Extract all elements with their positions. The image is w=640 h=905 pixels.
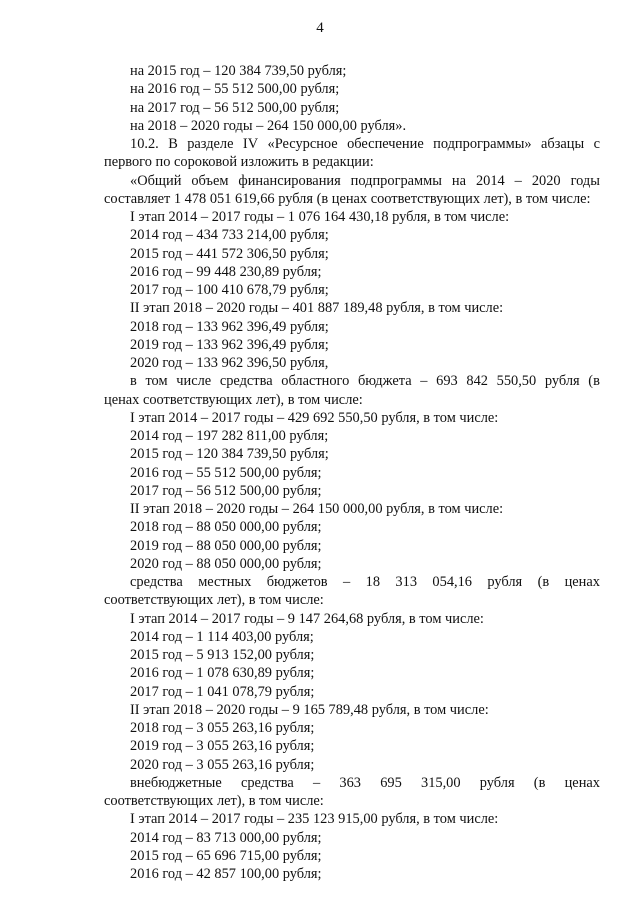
text-line — [104, 573, 600, 591]
word: (в — [537, 574, 550, 590]
word: в — [130, 373, 137, 390]
word: 842 — [466, 373, 488, 390]
text-line: на 2018 – 2020 годы – 264 150 000,00 рубля». — [130, 117, 407, 134]
text-line — [104, 172, 600, 190]
word: подпрограммы» — [433, 136, 532, 152]
text-line: первого по сороковой изложить в редакции: — [104, 154, 374, 171]
text-line: 2017 год – 56 512 500,00 рубля; — [130, 482, 322, 499]
text-line: 2014 год – 83 713 000,00 рубля; — [130, 829, 322, 846]
text-line: 2015 год – 441 572 306,50 рубля; — [130, 245, 329, 262]
word: средства — [240, 774, 294, 791]
word: 550,50 — [496, 373, 537, 390]
text-line — [104, 135, 600, 153]
text-line: II этап 2018 – 2020 годы – 401 887 189,48 рубля, в том числе: — [130, 300, 504, 317]
text-line: 2019 год – 88 050 000,00 рубля; — [130, 537, 322, 554]
word: обеспечение — [347, 136, 424, 152]
word: рубля — [487, 574, 523, 590]
text-line: 2020 год – 133 962 396,50 рубля, — [130, 355, 329, 371]
word: разделе — [187, 136, 234, 152]
text-line: 2016 год – 1 078 630,89 рубля; — [130, 665, 315, 682]
page-number: 4 — [316, 20, 324, 36]
word: «Ресурсное — [267, 136, 338, 152]
text-line: на 2015 год – 120 384 739,50 рубля; — [130, 63, 347, 79]
word: 315,00 — [421, 774, 461, 791]
text-line: 2014 год – 1 114 403,00 рубля; — [130, 628, 314, 645]
document-body — [104, 62, 600, 883]
text-line: 2015 год – 5 913 152,00 рубля; — [130, 647, 315, 663]
text-line: 2017 год – 100 410 678,79 рубля; — [130, 282, 329, 298]
text-line: 2016 год – 55 512 500,00 рубля; — [130, 464, 322, 481]
text-line: II этап 2018 – 2020 годы – 9 165 789,48 рубля, в том числе: — [130, 701, 489, 718]
text-line — [104, 372, 600, 390]
word: – — [514, 172, 522, 189]
word: 363 — [339, 774, 361, 791]
word: на — [451, 172, 466, 189]
text-line: 2014 год – 434 733 214,00 рубля; — [130, 227, 329, 244]
word: подпрограммы — [350, 172, 442, 189]
text-line: 2015 год – 65 696 715,00 рубля; — [130, 847, 322, 864]
text-line: I этап 2014 – 2017 годы – 1 076 164 430,18 рубля, в том числе: — [130, 209, 510, 225]
word: – — [312, 774, 321, 791]
word: ценах — [564, 574, 600, 590]
word: – — [420, 373, 428, 390]
word: областного — [281, 373, 350, 390]
word: финансирования — [238, 172, 341, 189]
text-line — [104, 774, 600, 792]
word: 18 — [365, 574, 381, 590]
word: 2020 — [531, 172, 561, 189]
word: числе — [176, 373, 212, 390]
text-line: 2014 год – 197 282 811,00 рубля; — [130, 428, 329, 444]
word: местных — [198, 574, 252, 590]
word: – — [343, 574, 351, 590]
word: абзацы — [541, 136, 585, 152]
word: бюджета — [357, 373, 412, 390]
text-line: 2019 год – 3 055 263,16 рубля; — [130, 738, 315, 755]
word: 695 — [380, 774, 402, 791]
word: средства — [219, 373, 273, 390]
word: (в — [533, 774, 546, 791]
word: рубля — [479, 774, 515, 791]
text-line: 2018 год – 88 050 000,00 рубля; — [130, 519, 322, 536]
text-line: 2020 год – 88 050 000,00 рубля; — [130, 555, 322, 572]
word: том — [145, 373, 168, 390]
word: 2014 — [475, 172, 505, 189]
word: годы — [570, 172, 600, 189]
text-line: 2018 год – 133 962 396,49 рубля; — [130, 318, 329, 335]
word: 054,16 — [432, 574, 472, 590]
text-line: 2015 год – 120 384 739,50 рубля; — [130, 446, 329, 463]
word: объем — [191, 172, 229, 189]
word: (в — [588, 373, 600, 390]
text-line: составляет 1 478 051 619,66 рубля (в ценах соответствующих лет), в том числе: — [104, 190, 591, 207]
text-line: I этап 2014 – 2017 годы – 235 123 915,00 рубля, в том числе: — [130, 811, 499, 828]
word: 693 — [436, 373, 458, 390]
word: «Общий — [130, 172, 182, 189]
text-line: на 2017 год – 56 512 500,00 рубля; — [130, 99, 340, 116]
text-line: I этап 2014 – 2017 годы – 9 147 264,68 рубля, в том числе: — [130, 610, 484, 627]
text-line: II этап 2018 – 2020 годы – 264 150 000,00 рубля, в том числе: — [130, 501, 504, 517]
word: ценах — [564, 774, 600, 791]
word: 10.2. — [130, 136, 159, 152]
word: с — [593, 136, 600, 152]
word: бюджетов — [266, 574, 328, 590]
word: средства — [130, 574, 183, 590]
text-line: 2020 год – 3 055 263,16 рубля; — [130, 756, 315, 773]
text-line: соответствующих лет), в том числе: — [104, 793, 324, 809]
text-line: ценах соответствующих лет), в том числе: — [104, 391, 363, 408]
word: IV — [242, 136, 259, 152]
text-line: 2016 год – 42 857 100,00 рубля; — [130, 866, 322, 882]
text-line: 2018 год – 3 055 263,16 рубля; — [130, 720, 315, 736]
text-line: соответствующих лет), в том числе: — [104, 592, 324, 609]
word: В — [168, 136, 178, 152]
text-line: на 2016 год – 55 512 500,00 рубля; — [130, 81, 340, 98]
text-line: 2017 год – 1 041 078,79 рубля; — [130, 683, 315, 700]
word: рубля — [544, 373, 580, 390]
text-line: 2019 год – 133 962 396,49 рубля; — [130, 336, 329, 353]
text-line: 2016 год – 99 448 230,89 рубля; — [130, 263, 322, 280]
word: внебюджетные — [130, 774, 222, 791]
word: 313 — [395, 574, 418, 590]
text-line: I этап 2014 – 2017 годы – 429 692 550,50 рубля, в том числе: — [130, 409, 499, 426]
